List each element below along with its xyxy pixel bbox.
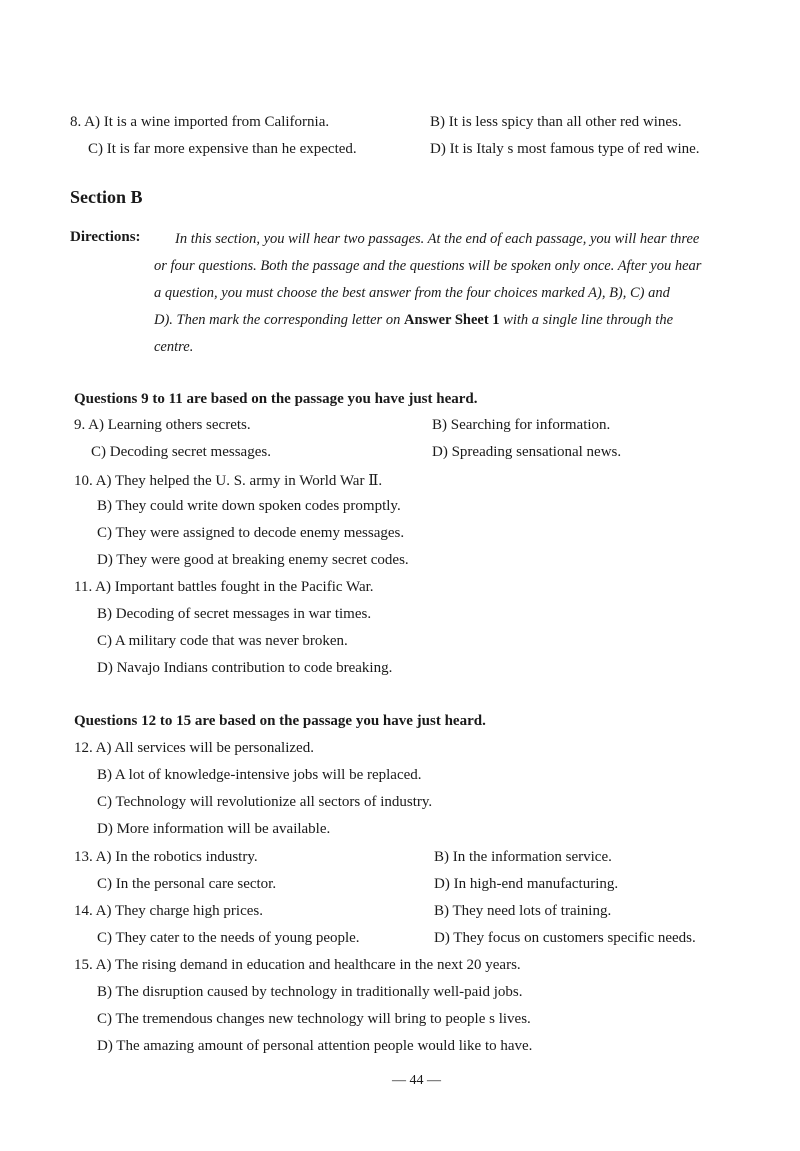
q8-option-d: D) It is Italy s most famous type of red wine.: [430, 141, 700, 157]
q14-option-b: B) They need lots of training.: [434, 903, 612, 919]
q10-option-d: D) They were good at breaking enemy secret codes.: [97, 552, 409, 568]
q13-option-b: B) In the information service.: [434, 849, 612, 865]
q12-option-d: D) More information will be available.: [97, 821, 331, 837]
q9-option-c: C) Decoding secret messages.: [91, 444, 271, 460]
directions-line-4-tail: with a single line through the: [503, 312, 674, 328]
q15-option-b: B) The disruption caused by technology in traditionally well-paid jobs.: [97, 984, 523, 1000]
q15-option-c: C) The tremendous changes new technology will bring to people s lives.: [97, 1011, 531, 1027]
group2-heading: Questions 12 to 15 are based on the passage you have just heard.: [74, 713, 486, 729]
q15-option-d: D) The amazing amount of personal attention people would like to have.: [97, 1038, 533, 1054]
group1-heading: Questions 9 to 11 are based on the passage you have just heard.: [74, 391, 478, 407]
q10-option-b: B) They could write down spoken codes promptly.: [97, 498, 401, 514]
q8-option-b: B) It is less spicy than all other red wines.: [430, 114, 682, 130]
q14-option-c: C) They cater to the needs of young people.: [97, 930, 360, 946]
q15-option-a: 15. A) The rising demand in education and healthcare in the next 20 years.: [74, 957, 521, 973]
section-title: Section B: [70, 187, 143, 207]
q11-option-b: B) Decoding of secret messages in war times.: [97, 606, 372, 622]
q14-option-a: 14. A) They charge high prices.: [74, 903, 263, 919]
page-number: — 44 —: [392, 1073, 441, 1088]
q8-option-c: C) It is far more expensive than he expected.: [88, 141, 357, 157]
q10-option-c: C) They were assigned to decode enemy messages.: [97, 525, 405, 541]
q11-option-c: C) A military code that was never broken.: [97, 633, 348, 649]
directions-line-3: a question, you must choose the best answer from the four choices marked A), B), C) and: [154, 285, 670, 301]
q12-option-a: 12. A) All services will be personalized.: [74, 740, 314, 756]
q14-option-d: D) They focus on customers specific needs.: [434, 930, 696, 946]
q9-option-b: B) Searching for information.: [432, 417, 611, 433]
directions-line-4-head: D). Then mark the corresponding letter on: [154, 312, 401, 328]
q10-option-a: 10. A) They helped the U. S. army in World War Ⅱ.: [74, 473, 383, 489]
q12-option-c: C) Technology will revolutionize all sectors of industry.: [97, 794, 433, 810]
directions-line-1: In this section, you will hear two passages. At the end of each passage, you will hear three: [175, 231, 700, 247]
q8-option-a: 8. A) It is a wine imported from California.: [70, 114, 330, 130]
q13-option-a: 13. A) In the robotics industry.: [74, 849, 258, 865]
q11-option-d: D) Navajo Indians contribution to code breaking.: [97, 660, 393, 676]
directions-line-4: [154, 307, 673, 334]
q13-option-c: C) In the personal care sector.: [97, 876, 277, 892]
directions-label: Directions:: [70, 229, 141, 245]
directions-line-5: centre.: [154, 339, 194, 355]
answer-sheet-ref: Answer Sheet 1: [403, 312, 500, 328]
q9-option-a: 9. A) Learning others secrets.: [74, 417, 251, 433]
q13-option-d: D) In high-end manufacturing.: [434, 876, 619, 892]
directions-line-2: or four questions. Both the passage and the questions will be spoken only once. After you hear: [154, 258, 702, 274]
q12-option-b: B) A lot of knowledge-intensive jobs will be replaced.: [97, 767, 422, 783]
q9-option-d: D) Spreading sensational news.: [432, 444, 622, 460]
q11-option-a: 11. A) Important battles fought in the Pacific War.: [74, 579, 374, 595]
